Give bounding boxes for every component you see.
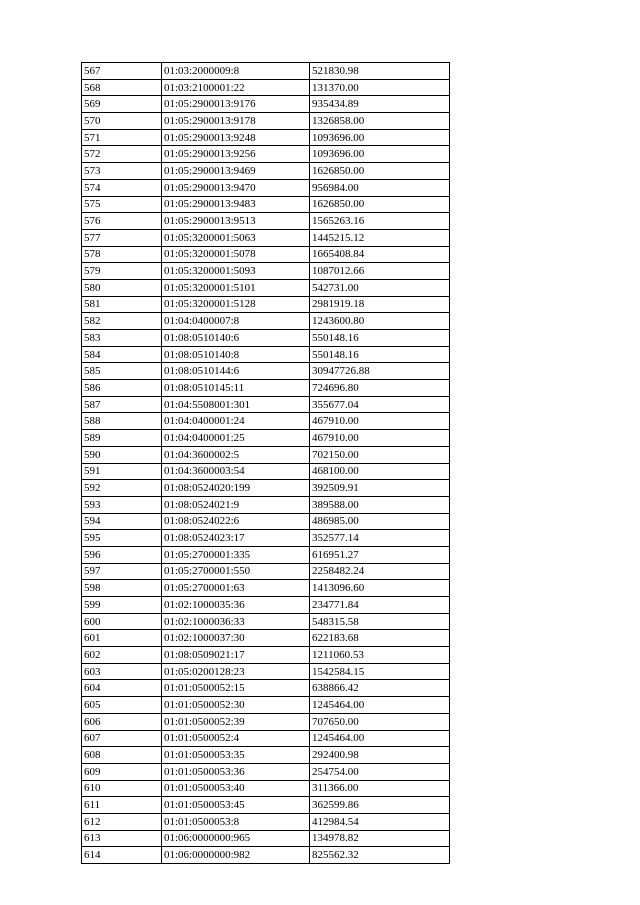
value-cell: 352577.14	[310, 530, 450, 547]
value-cell: 2981919.18	[310, 296, 450, 313]
row-number-cell: 589	[82, 430, 162, 447]
table-row	[82, 630, 450, 647]
value-cell: 467910.00	[310, 413, 450, 430]
table-body	[82, 63, 450, 864]
value-cell: 467910.00	[310, 430, 450, 447]
cadastral-number-cell: 01:02:1000035:36	[162, 597, 310, 614]
cadastral-number-cell: 01:05:0200128:23	[162, 663, 310, 680]
value-cell: 1413096.60	[310, 580, 450, 597]
table-row	[82, 797, 450, 814]
cadastral-number-cell: 01:06:0000000:965	[162, 830, 310, 847]
value-cell: 1542584.15	[310, 663, 450, 680]
row-number-cell: 575	[82, 196, 162, 213]
value-cell: 311366.00	[310, 780, 450, 797]
row-number-cell: 604	[82, 680, 162, 697]
row-number-cell: 608	[82, 747, 162, 764]
cadastral-number-cell: 01:05:2700001:63	[162, 580, 310, 597]
cadastral-number-cell: 01:03:2100001:22	[162, 79, 310, 96]
value-cell: 486985.00	[310, 513, 450, 530]
table-row	[82, 680, 450, 697]
value-cell: 1565263.16	[310, 213, 450, 230]
cadastral-number-cell: 01:05:3200001:5101	[162, 279, 310, 296]
table-row	[82, 229, 450, 246]
cadastral-number-cell: 01:01:0500052:15	[162, 680, 310, 697]
cadastral-number-cell: 01:08:0524023:17	[162, 530, 310, 547]
value-cell: 1093696.00	[310, 146, 450, 163]
value-cell: 234771.84	[310, 597, 450, 614]
row-number-cell: 607	[82, 730, 162, 747]
table-row	[82, 597, 450, 614]
row-number-cell: 578	[82, 246, 162, 263]
cadastral-number-cell: 01:01:0500053:45	[162, 797, 310, 814]
row-number-cell: 603	[82, 663, 162, 680]
table-row	[82, 513, 450, 530]
row-number-cell: 600	[82, 613, 162, 630]
table-row	[82, 480, 450, 497]
row-number-cell: 590	[82, 446, 162, 463]
table-row	[82, 697, 450, 714]
table-row	[82, 263, 450, 280]
row-number-cell: 574	[82, 179, 162, 196]
cadastral-number-cell: 01:04:3600003:54	[162, 463, 310, 480]
cadastral-number-cell: 01:01:0500052:39	[162, 713, 310, 730]
row-number-cell: 581	[82, 296, 162, 313]
table-row	[82, 96, 450, 113]
table-row	[82, 129, 450, 146]
cadastral-number-cell: 01:06:0000000:982	[162, 847, 310, 864]
row-number-cell: 610	[82, 780, 162, 797]
table-row	[82, 647, 450, 664]
cadastral-number-cell: 01:04:0400001:24	[162, 413, 310, 430]
row-number-cell: 609	[82, 763, 162, 780]
row-number-cell: 577	[82, 229, 162, 246]
cadastral-number-cell: 01:05:2900013:9513	[162, 213, 310, 230]
table-row	[82, 463, 450, 480]
cadastral-number-cell: 01:08:0510140:8	[162, 346, 310, 363]
row-number-cell: 593	[82, 496, 162, 513]
value-cell: 542731.00	[310, 279, 450, 296]
table-row	[82, 79, 450, 96]
value-cell: 392509.91	[310, 480, 450, 497]
value-cell: 254754.00	[310, 763, 450, 780]
cadastral-number-cell: 01:04:5508001:301	[162, 396, 310, 413]
cadastral-number-cell: 01:08:0524020:199	[162, 480, 310, 497]
value-cell: 1626850.00	[310, 196, 450, 213]
value-cell: 389588.00	[310, 496, 450, 513]
cadastral-number-cell: 01:03:2000009:8	[162, 63, 310, 80]
table-row	[82, 363, 450, 380]
table-row	[82, 613, 450, 630]
cadastral-number-cell: 01:05:3200001:5128	[162, 296, 310, 313]
value-cell: 825562.32	[310, 847, 450, 864]
cadastral-number-cell: 01:01:0500053:40	[162, 780, 310, 797]
cadastral-number-cell: 01:08:0524022:6	[162, 513, 310, 530]
cadastral-number-cell: 01:05:2900013:9178	[162, 113, 310, 130]
row-number-cell: 605	[82, 697, 162, 714]
row-number-cell: 592	[82, 480, 162, 497]
cadastral-number-cell: 01:05:2700001:335	[162, 546, 310, 563]
row-number-cell: 612	[82, 813, 162, 830]
value-cell: 292400.98	[310, 747, 450, 764]
cadastral-number-cell: 01:01:0500053:8	[162, 813, 310, 830]
value-cell: 412984.54	[310, 813, 450, 830]
cadastral-number-cell: 01:01:0500053:36	[162, 763, 310, 780]
table-row	[82, 63, 450, 80]
cadastral-number-cell: 01:01:0500052:30	[162, 697, 310, 714]
value-cell: 1626850.00	[310, 163, 450, 180]
cadastral-number-cell: 01:05:2900013:9469	[162, 163, 310, 180]
cadastral-number-cell: 01:01:0500052:4	[162, 730, 310, 747]
cadastral-number-cell: 01:05:2700001:550	[162, 563, 310, 580]
table-row	[82, 296, 450, 313]
cadastral-number-cell: 01:05:2900013:9470	[162, 179, 310, 196]
cadastral-number-cell: 01:05:2900013:9256	[162, 146, 310, 163]
row-number-cell: 568	[82, 79, 162, 96]
cadastral-number-cell: 01:08:0510140:6	[162, 330, 310, 347]
table-row	[82, 663, 450, 680]
table-row	[82, 730, 450, 747]
row-number-cell: 611	[82, 797, 162, 814]
table-row	[82, 146, 450, 163]
cadastral-number-cell: 01:04:0400007:8	[162, 313, 310, 330]
row-number-cell: 613	[82, 830, 162, 847]
cadastral-number-cell: 01:05:3200001:5093	[162, 263, 310, 280]
row-number-cell: 614	[82, 847, 162, 864]
table-row	[82, 530, 450, 547]
value-cell: 638866.42	[310, 680, 450, 697]
table-row	[82, 346, 450, 363]
row-number-cell: 597	[82, 563, 162, 580]
table-row	[82, 330, 450, 347]
table-row	[82, 830, 450, 847]
row-number-cell: 601	[82, 630, 162, 647]
table-row	[82, 313, 450, 330]
table-row	[82, 113, 450, 130]
table-row	[82, 546, 450, 563]
cadastral-number-cell: 01:01:0500053:35	[162, 747, 310, 764]
value-cell: 1211060.53	[310, 647, 450, 664]
value-cell: 1445215.12	[310, 229, 450, 246]
data-table	[81, 62, 450, 864]
cadastral-number-cell: 01:05:3200001:5078	[162, 246, 310, 263]
table-row	[82, 163, 450, 180]
table-row	[82, 780, 450, 797]
row-number-cell: 582	[82, 313, 162, 330]
row-number-cell: 576	[82, 213, 162, 230]
row-number-cell: 602	[82, 647, 162, 664]
cadastral-number-cell: 01:02:1000036:33	[162, 613, 310, 630]
value-cell: 468100.00	[310, 463, 450, 480]
table-row	[82, 179, 450, 196]
value-cell: 1326858.00	[310, 113, 450, 130]
value-cell: 1093696.00	[310, 129, 450, 146]
value-cell: 702150.00	[310, 446, 450, 463]
table-row	[82, 213, 450, 230]
row-number-cell: 567	[82, 63, 162, 80]
table-row	[82, 196, 450, 213]
cadastral-number-cell: 01:08:0510144:6	[162, 363, 310, 380]
row-number-cell: 585	[82, 363, 162, 380]
row-number-cell: 591	[82, 463, 162, 480]
row-number-cell: 573	[82, 163, 162, 180]
value-cell: 707650.00	[310, 713, 450, 730]
table-row	[82, 446, 450, 463]
value-cell: 616951.27	[310, 546, 450, 563]
cadastral-number-cell: 01:08:0524021:9	[162, 496, 310, 513]
row-number-cell: 587	[82, 396, 162, 413]
table-row	[82, 847, 450, 864]
value-cell: 724696.80	[310, 380, 450, 397]
value-cell: 521830.98	[310, 63, 450, 80]
cadastral-number-cell: 01:04:0400001:25	[162, 430, 310, 447]
row-number-cell: 606	[82, 713, 162, 730]
value-cell: 30947726.88	[310, 363, 450, 380]
row-number-cell: 599	[82, 597, 162, 614]
value-cell: 622183.68	[310, 630, 450, 647]
row-number-cell: 584	[82, 346, 162, 363]
cadastral-number-cell: 01:05:3200001:5063	[162, 229, 310, 246]
cadastral-number-cell: 01:08:0510145:11	[162, 380, 310, 397]
table-row	[82, 813, 450, 830]
value-cell: 1087012.66	[310, 263, 450, 280]
value-cell: 355677.04	[310, 396, 450, 413]
row-number-cell: 572	[82, 146, 162, 163]
table-row	[82, 580, 450, 597]
table-row	[82, 413, 450, 430]
row-number-cell: 583	[82, 330, 162, 347]
value-cell: 1665408.84	[310, 246, 450, 263]
value-cell: 550148.16	[310, 346, 450, 363]
row-number-cell: 570	[82, 113, 162, 130]
value-cell: 362599.86	[310, 797, 450, 814]
value-cell: 134978.82	[310, 830, 450, 847]
value-cell: 1245464.00	[310, 730, 450, 747]
value-cell: 131370.00	[310, 79, 450, 96]
row-number-cell: 594	[82, 513, 162, 530]
value-cell: 935434.89	[310, 96, 450, 113]
table-row	[82, 496, 450, 513]
value-cell: 2258482.24	[310, 563, 450, 580]
row-number-cell: 579	[82, 263, 162, 280]
row-number-cell: 596	[82, 546, 162, 563]
value-cell: 548315.58	[310, 613, 450, 630]
cadastral-number-cell: 01:05:2900013:9248	[162, 129, 310, 146]
table-row	[82, 563, 450, 580]
cadastral-number-cell: 01:05:2900013:9483	[162, 196, 310, 213]
cadastral-number-cell: 01:05:2900013:9176	[162, 96, 310, 113]
value-cell: 550148.16	[310, 330, 450, 347]
row-number-cell: 598	[82, 580, 162, 597]
table-row	[82, 747, 450, 764]
table-row	[82, 396, 450, 413]
table-row	[82, 430, 450, 447]
row-number-cell: 588	[82, 413, 162, 430]
value-cell: 1243600.80	[310, 313, 450, 330]
row-number-cell: 586	[82, 380, 162, 397]
value-cell: 1245464.00	[310, 697, 450, 714]
table-row	[82, 279, 450, 296]
row-number-cell: 595	[82, 530, 162, 547]
value-cell: 956984.00	[310, 179, 450, 196]
table-row	[82, 763, 450, 780]
row-number-cell: 580	[82, 279, 162, 296]
table-row	[82, 380, 450, 397]
row-number-cell: 569	[82, 96, 162, 113]
cadastral-number-cell: 01:04:3600002:5	[162, 446, 310, 463]
table-row	[82, 246, 450, 263]
cadastral-number-cell: 01:02:1000037:30	[162, 630, 310, 647]
row-number-cell: 571	[82, 129, 162, 146]
cadastral-number-cell: 01:08:0509021:17	[162, 647, 310, 664]
table-row	[82, 713, 450, 730]
